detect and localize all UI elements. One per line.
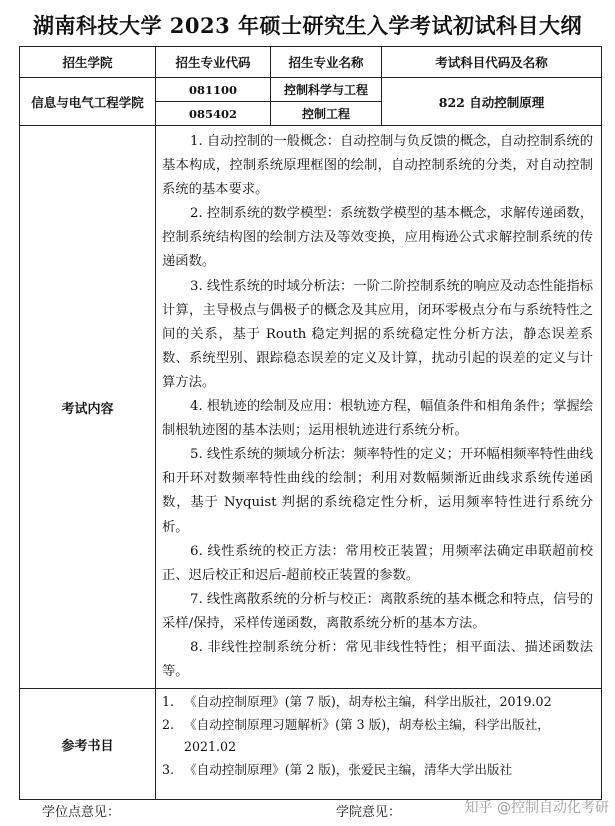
college-opinion-label: 学院意见： [336, 805, 402, 820]
header-subject: 考试科目代码及名称 [382, 47, 602, 78]
content-item-3: 3. 线性系统的时域分析法：一阶二阶控制系统的响应及动态性能指标计算，主导极点与偶极子的概念及其应用，闭环零极点分布与系统特性之间的关系，基于 Routh 稳定判据的系统稳定性分析方法，静态误差系数、系统型别、跟踪稳态误差的定义及计算，扰动引起的误差的定义与计算方法。 [162, 278, 593, 390]
content-row [20, 126, 602, 689]
page-title: 湖南科技大学 2023 年硕士研究生入学考试初试科目大纲 [32, 13, 583, 38]
header-row [20, 47, 602, 78]
refs-cell [156, 689, 602, 800]
ref-text: 《自动控制原理》(第 7 版)，胡寿松主编，科学出版社，2019.02 [184, 694, 552, 710]
major-code-1: 081100 [156, 78, 271, 102]
major-name-1: 控制科学与工程 [271, 78, 382, 102]
degree-point-opinion-label: 学位点意见： [42, 805, 121, 820]
ref-text: 《自动控制原理》(第 2 版)，张爱民主编，清华大学出版社 [184, 761, 513, 777]
content-item-6: 6. 线性系统的校正方法：常用校正装置；用频率法确定串联超前校正、迟后校正和迟后-超前校正装置的参数。 [162, 543, 593, 583]
content-item-4: 4. 根轨迹的绘制及应用：根轨迹方程，幅值条件和相角条件；掌握绘制根轨迹图的基本法则；运用根轨迹进行系统分析。 [162, 399, 593, 439]
header-college: 招生学院 [20, 47, 156, 78]
major-name-2: 控制工程 [271, 102, 382, 126]
ref-number: 2. [162, 716, 175, 732]
content-item-7: 7. 线性离散系统的分析与校正：离散系统的基本概念和特点，信号的采样/保持，采样传递函数，离散系统分析的基本方法。 [162, 591, 593, 631]
ref-item [162, 714, 595, 759]
ref-item [162, 759, 595, 782]
header-major-name: 招生专业名称 [271, 47, 382, 78]
refs-label: 参考书目 [20, 689, 156, 800]
content-label: 考试内容 [20, 126, 156, 689]
ref-item [162, 691, 595, 714]
ref-number: 3. [162, 761, 175, 777]
content-item-8: 8. 非线性控制系统分析：常见非线性特性；相平面法、描述函数法等。 [162, 639, 593, 680]
syllabus-table [19, 46, 602, 800]
header-major-code: 招生专业代码 [156, 47, 271, 78]
content-item-5: 5. 线性系统的频域分析法：频率特性的定义；开环幅相频率特性曲线和开环对数频率特性曲线的绘制；利用对数幅频渐近曲线求系统传递函数，基于 Nyquist 判据的系统稳定性分析，运用频率特性进行系统分析。 [162, 447, 593, 535]
watermark: 知乎 @控制自动化考研 [464, 800, 609, 816]
major-row-1 [20, 78, 602, 102]
subject-cell: 822 自动控制原理 [382, 78, 602, 126]
refs-row [20, 689, 602, 800]
ref-number: 1. [162, 694, 175, 710]
content-cell [156, 126, 602, 689]
major-code-2: 085402 [156, 102, 271, 126]
content-item-1: 1. 自动控制的一般概念：自动控制与负反馈的概念，自动控制系统的基本构成，控制系统原理框图的绘制，自动控制系统的分类，对自动控制系统的基本要求。 [162, 134, 593, 198]
content-item-2: 2. 控制系统的数学模型：系统数学模型的基本概念，求解传递函数，控制系统结构图的绘制方法及等效变换，应用梅逊公式求解控制系统的传递函数。 [162, 206, 593, 270]
college-cell: 信息与电气工程学院 [20, 78, 156, 126]
ref-text: 《自动控制原理习题解析》(第 3 版)，胡寿松主编，科学出版社，2021.02 [184, 716, 550, 755]
